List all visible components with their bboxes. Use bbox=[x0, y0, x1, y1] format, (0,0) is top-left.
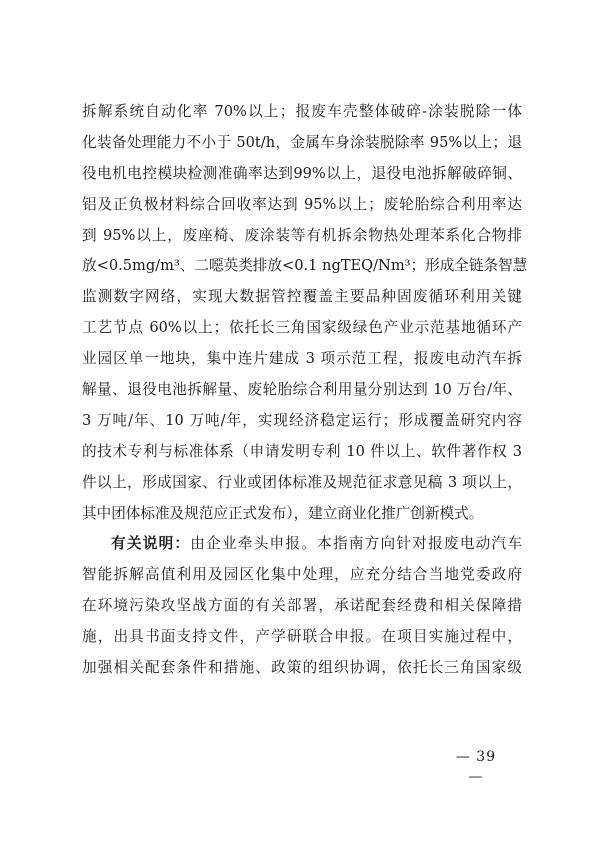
paragraph-line: 解量、退役电池拆解量、废轮胎综合利用量分别达到 10 万台/年、 bbox=[82, 381, 522, 399]
body-text bbox=[82, 97, 528, 684]
paragraph-line: 其中团体标准及规范应正式发布），建立商业化推广创新模式。 bbox=[82, 504, 484, 522]
paragraph-line: 化装备处理能力不小于 50t/h，金属车身涂装脱除率 95%以上；退 bbox=[82, 133, 522, 151]
paragraph-line: 监测数字网络，实现大数据管控覆盖主要品种固废循环利用关键 bbox=[82, 288, 522, 306]
paragraph-line: 加强相关配套条件和措施、政策的组织协调，依托长三角国家级 bbox=[82, 659, 522, 677]
paragraph-line: 的技术专利与标准体系（申请发明专利 10 件以上、软件著作权 3 bbox=[82, 442, 522, 460]
paragraph-line: 役电机电控模块检测准确率达到99%以上，退役电池拆解破碎铜、 bbox=[82, 164, 522, 182]
section-label: 有关说明： bbox=[111, 535, 191, 553]
paragraph-line: 件以上，形成国家、行业或团体标准及规范征求意见稿 3 项以上， bbox=[82, 473, 522, 491]
paragraph-line: 放<0.5mg/m³、二噁英类排放<0.1 ngTEQ/Nm³；形成全链条智慧 bbox=[82, 257, 528, 275]
paragraph-text: 由企业牵头申报。本指南方向针对报废电动汽车 bbox=[190, 535, 522, 553]
paragraph-line: 智能拆解高值利用及园区化集中处理，应充分结合当地党委政府 bbox=[82, 566, 522, 584]
paragraph-line: 业园区单一地块，集中连片建成 3 项示范工程，报废电动汽车拆 bbox=[82, 350, 522, 368]
paragraph-line: 铝及正负极材料综合回收率达到 95%以上；废轮胎综合利用率达 bbox=[82, 195, 522, 213]
paragraph-line: 工艺节点 60%以上；依托长三角国家级绿色产业示范基地循环产 bbox=[82, 319, 522, 337]
paragraph-line: 在环境污染攻坚战方面的有关部署，承诺配套经费和相关保障措 bbox=[82, 597, 522, 615]
paragraph-line: 拆解系统自动化率 70%以上；报废车壳整体破碎-涂装脱除一体 bbox=[82, 103, 522, 120]
paragraph-line bbox=[82, 529, 522, 560]
paragraph-line: 到 95%以上，废座椅、废涂装等有机拆余物热处理苯系化合物排 bbox=[82, 226, 522, 244]
page-number: — 39 — bbox=[455, 749, 497, 785]
paragraph-line: 3 万吨/年、10 万吨/年，实现经济稳定运行；形成覆盖研究内容 bbox=[82, 411, 522, 429]
paragraph-line: 施，出具书面支持文件，产学研联合申报。在项目实施过程中， bbox=[82, 628, 522, 646]
